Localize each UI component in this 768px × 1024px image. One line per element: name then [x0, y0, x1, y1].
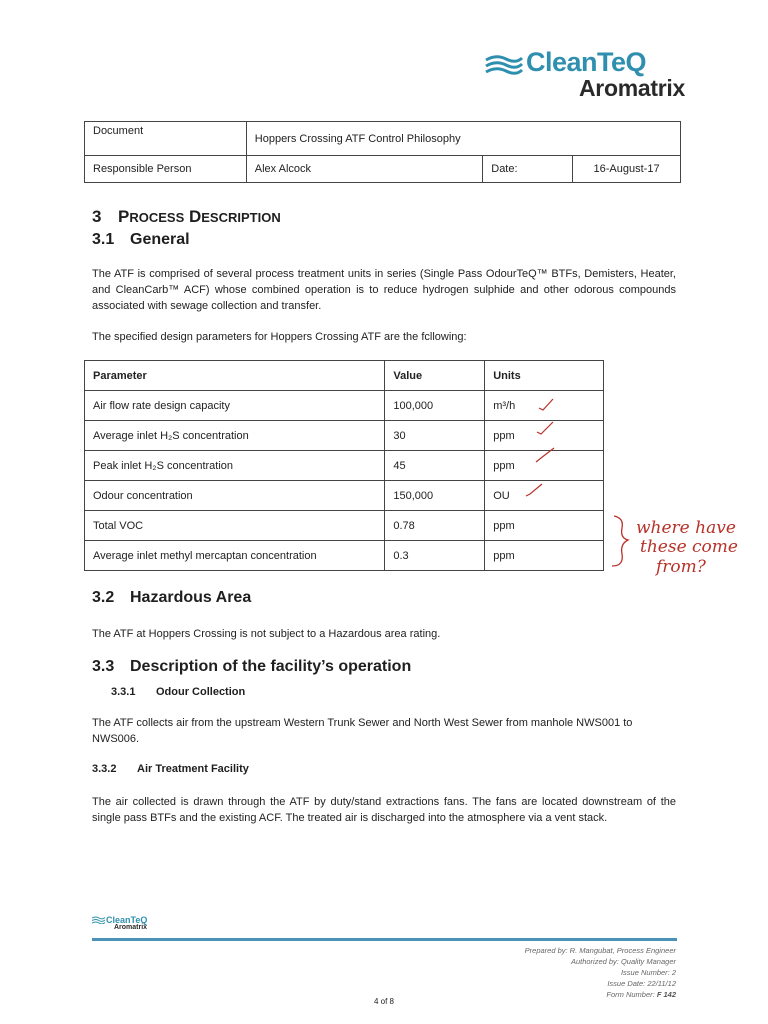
- section-3-heading: [92, 207, 281, 227]
- value-cell: 0.78: [385, 511, 485, 541]
- heading-part: ROCESS: [129, 210, 185, 225]
- section-title: General: [130, 231, 190, 248]
- handwritten-note-line: where have: [636, 518, 736, 538]
- parameter-cell: Air flow rate design capacity: [85, 391, 385, 421]
- footer-document-info: [525, 945, 676, 1000]
- section-3-3-2-heading: [92, 763, 249, 775]
- parameter-cell: Average inlet methyl mercaptan concentration: [85, 541, 385, 571]
- parameter-cell: Odour concentration: [85, 481, 385, 511]
- odour-collection-paragraph: The ATF collects air from the upstream Western Trunk Sewer and North West Sewer from manhole NWS001 to NWS006.: [92, 717, 633, 745]
- section-number: 3.3.1: [111, 686, 136, 698]
- section-title: Hazardous Area: [130, 589, 252, 606]
- footer-sub-text: Aromatrix: [114, 924, 148, 931]
- document-value: Hoppers Crossing ATF Control Philosophy: [246, 122, 680, 156]
- footer-brand-text: CleanTeQ: [106, 915, 148, 925]
- section-3-3-heading: [92, 658, 411, 676]
- form-number-value: F 142: [656, 990, 676, 999]
- handwritten-note-line: these come: [640, 537, 738, 557]
- logo-wave-icon: [484, 54, 524, 76]
- footer-logo: [92, 915, 152, 937]
- parameter-cell: Average inlet H₂S concentration: [85, 421, 385, 451]
- table-header-row: [85, 361, 604, 391]
- brace-icon: [612, 516, 628, 566]
- table-row: [85, 451, 604, 481]
- page-number: 4 of 8: [373, 997, 394, 1006]
- date-label: Date:: [483, 156, 573, 183]
- section-number: 3.1: [92, 231, 115, 248]
- footer-rule: [92, 938, 677, 941]
- units-cell: ppm: [485, 511, 604, 541]
- form-number-label: Form Number:: [606, 990, 655, 999]
- section-number: 3.2: [92, 589, 115, 606]
- section-title: Air Treatment Facility: [137, 763, 249, 775]
- units-cell: ppm: [485, 451, 604, 481]
- section-3-3-1-heading: [111, 686, 245, 698]
- units-cell: ppm: [485, 541, 604, 571]
- table-row: [85, 541, 604, 571]
- section-title: Odour Collection: [156, 686, 246, 698]
- document-label: Document: [85, 122, 247, 156]
- table-row: [85, 481, 604, 511]
- section-title: Description of the facility’s operation: [130, 658, 412, 675]
- hazardous-area-paragraph: The ATF at Hoppers Crossing is not subject to a Hazardous area rating.: [92, 628, 441, 640]
- issue-date: Issue Date: 22/11/12: [607, 979, 676, 988]
- value-cell: 100,000: [385, 391, 485, 421]
- section-number: 3.3: [92, 658, 115, 675]
- units-cell: OU: [485, 481, 604, 511]
- authorized-by: Authorized by: Quality Manager: [570, 957, 676, 966]
- column-header: Value: [385, 361, 485, 391]
- document-header-table: [84, 121, 681, 183]
- logo-wave-icon: [92, 916, 105, 924]
- table-row: [85, 421, 604, 451]
- section-number: 3.3.2: [92, 763, 117, 775]
- prepared-by: Prepared by: R. Mangubat, Process Engineer: [524, 946, 676, 955]
- air-treatment-paragraph: The air collected is drawn through the ATF by duty/stand extractions fans. The fans are located downstream of the single pass BTFs and the existing ACF. The treated air is discharged into the atmosphere via a vent stack.: [92, 796, 676, 824]
- date-value: 16-August-17: [573, 156, 681, 183]
- table-row: [85, 511, 604, 541]
- logo-sub-text: Aromatrix: [579, 75, 685, 101]
- handwritten-note-line: from?: [656, 557, 706, 577]
- responsible-person-value: Alex Alcock: [246, 156, 482, 183]
- company-logo: [484, 47, 685, 102]
- design-parameters-table: [84, 360, 604, 571]
- heading-part: P: [118, 207, 130, 226]
- table-row: [85, 391, 604, 421]
- table-row: [85, 122, 681, 156]
- value-cell: 0.3: [385, 541, 485, 571]
- general-paragraph: The ATF is comprised of several process treatment units in series (Single Pass OdourTeQ™ BTFs, Demisters, Heater, and CleanCarb™ ACF) whose combined operation is to reduce hydrogen sulphide and other odorous compounds associated with sewage collection and transfer.: [92, 268, 676, 312]
- heading-part: ESCRIPTION: [201, 210, 281, 225]
- section-number: 3: [92, 207, 102, 226]
- section-3-1-heading: [92, 231, 190, 249]
- issue-number: Issue Number: 2: [620, 968, 676, 977]
- section-3-2-heading: [92, 589, 251, 607]
- parameter-cell: Peak inlet H₂S concentration: [85, 451, 385, 481]
- parameter-cell: Total VOC: [85, 511, 385, 541]
- column-header: Units: [485, 361, 604, 391]
- column-header: Parameter: [85, 361, 385, 391]
- units-cell: m³/h: [485, 391, 604, 421]
- design-parameters-intro: The specified design parameters for Hoppers Crossing ATF are the fcllowing:: [92, 331, 467, 343]
- table-row: [85, 156, 681, 183]
- value-cell: 150,000: [385, 481, 485, 511]
- responsible-person-label: Responsible Person: [85, 156, 247, 183]
- value-cell: 30: [385, 421, 485, 451]
- units-cell: ppm: [485, 421, 604, 451]
- value-cell: 45: [385, 451, 485, 481]
- logo-brand-text: CleanTeQ: [526, 47, 647, 77]
- heading-part: D: [188, 207, 202, 226]
